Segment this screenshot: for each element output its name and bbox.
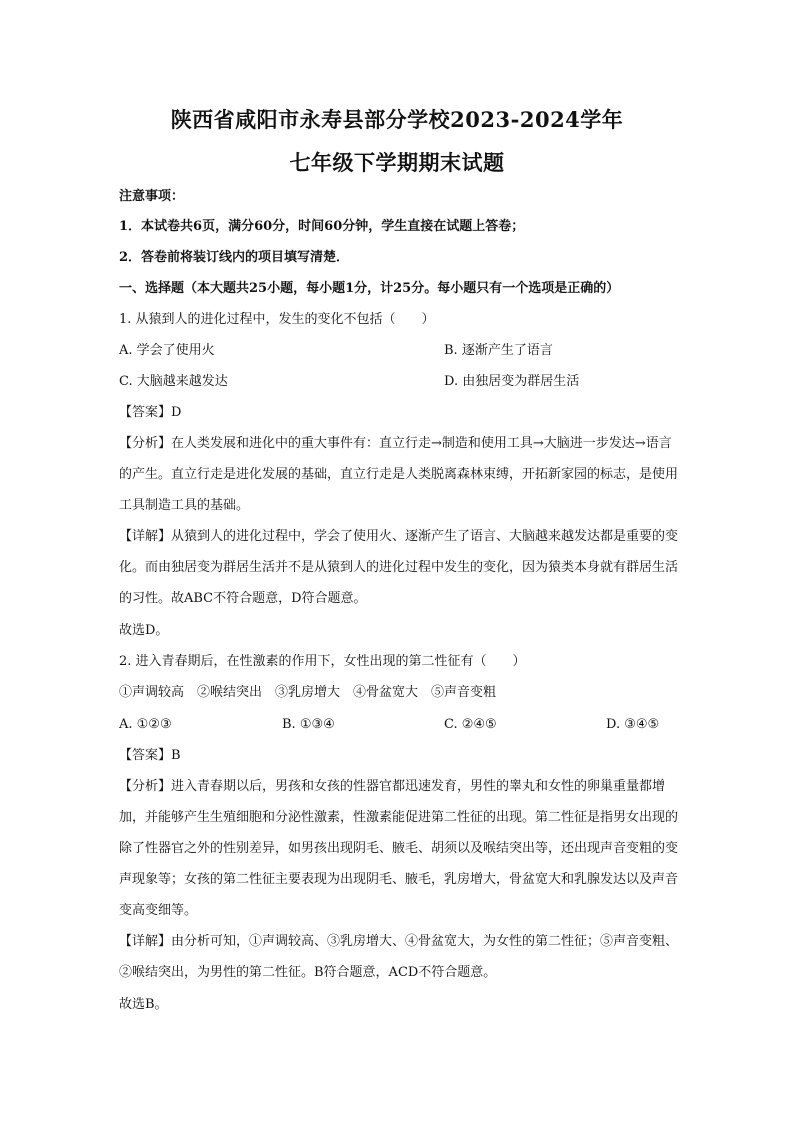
notice-item-1: 1．本试卷共6页，满分60分，时间60分钟，学生直接在试题上答卷； <box>119 219 525 234</box>
notice-item-2: 2．答卷前将装订线内的项目填写清楚． <box>119 250 350 265</box>
detail-tag: 【详解】 <box>119 934 172 949</box>
question-1-analysis <box>119 428 679 521</box>
question-2-analysis <box>119 771 679 926</box>
question-2-stem: 2. 进入青春期后，在性激素的作用下，女性出现的第二性征有（ ） <box>119 654 526 669</box>
question-2-option-b: B. ①③④ <box>282 717 335 732</box>
detail-text: 由分析可知，①声调较高、③乳房增大、④骨盆宽大，为女性的第二性征；⑤声音变粗、②喉结突出，为男性的第二性征。B符合题意，ACD不符合题意。 <box>119 934 679 980</box>
question-2-option-a: A. ①②③ <box>119 717 172 732</box>
document-subtitle: 七年级下学期期末试题 <box>289 150 505 175</box>
analysis-tag: 【分析】 <box>119 779 172 794</box>
question-2-detail <box>119 926 679 988</box>
detail-text: 从猿到人的进化过程中，学会了使用火、逐渐产生了语言、大脑越来越发达都是重要的变化。而由独居变为群居生活并不是从猿到人的进化过程中发生的变化，因为猿类本身就有群居生活的习性。故ABC不符合题意，D符合题意。 <box>119 529 679 606</box>
question-1-detail <box>119 521 679 614</box>
question-1-option-a: A. 学会了使用火 <box>119 343 215 358</box>
question-1-option-c: C. 大脑越来越发达 <box>119 374 228 389</box>
notice-heading: 注意事项： <box>119 189 185 204</box>
question-2-answer: 【答案】B <box>119 748 181 763</box>
question-2-option-d: D. ③④⑤ <box>606 717 660 732</box>
analysis-tag: 【分析】 <box>119 436 172 451</box>
question-1-option-d: D. 由独居变为群居生活 <box>444 374 580 389</box>
question-2-conclusion: 故选B。 <box>119 997 168 1012</box>
question-2-option-c: C. ②④⑤ <box>444 717 497 732</box>
section-heading: 一、选择题（本大题共25小题，每小题1分，计25分。每小题只有一个选项是正确的） <box>119 281 620 296</box>
analysis-text: 进入青春期以后，男孩和女孩的性器官都迅速发育，男性的睾丸和女性的卵巢重量都增加，并能够产生生殖细胞和分泌性激素，性激素能促进第二性征的出现。第二性征是指男女出现的除了性器官之外的性别差异，如男孩出现阴毛、腋毛、胡须以及喉结突出等，还出现声音变粗的变声现象等；女孩的第二性征主要表现为出现阴毛、腋毛，乳房增大，骨盆宽大和乳腺发达以及声音变高变细等。 <box>119 779 679 918</box>
question-1-option-b: B. 逐渐产生了语言 <box>444 343 553 358</box>
question-1-stem: 1. 从猿到人的进化过程中，发生的变化不包括（ ） <box>119 312 435 327</box>
detail-tag: 【详解】 <box>119 529 172 544</box>
document-title: 陕西省咸阳市永寿县部分学校2023-2024学年 <box>170 107 624 132</box>
question-1-answer: 【答案】D <box>119 405 182 420</box>
analysis-text: 在人类发展和进化中的重大事件有：直立行走→制造和使用工具→大脑进一步发达→语言的产生。直立行走是进化发展的基础，直立行走是人类脱离森林束缚，开拓新家园的标志，是使用工具制造工具的基础。 <box>119 436 679 513</box>
question-2-items: ①声调较高 ②喉结突出 ③乳房增大 ④骨盆宽大 ⑤声音变粗 <box>119 685 497 700</box>
question-1-conclusion: 故选D。 <box>119 623 169 638</box>
